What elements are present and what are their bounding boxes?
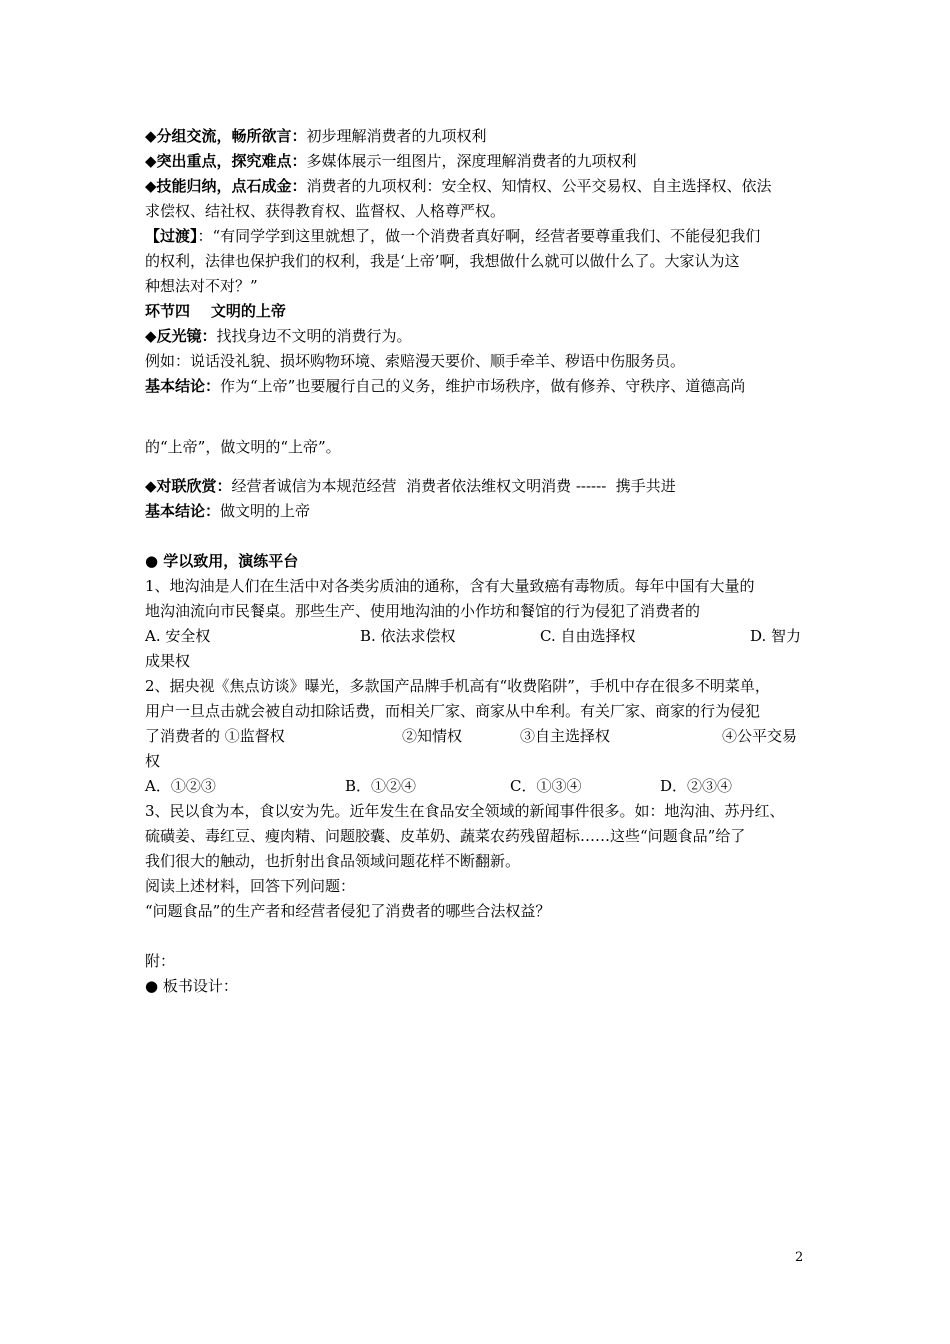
text: 初步理解消费者的九项权利: [306, 127, 487, 145]
line-key-points: [145, 151, 637, 173]
line-example: [145, 351, 685, 373]
label-bold: 基本结论：: [145, 502, 221, 520]
label-bold: ◆对联欣赏：: [145, 477, 232, 495]
line-conclusion-1-cont: [145, 437, 341, 459]
text: ● 板书设计：: [145, 977, 238, 995]
text: 多媒体展示一组图片，深度理解消费者的九项权利: [306, 152, 637, 170]
text: 的权利，法律也保护我们的权利，我是‘上帝’啊，我想做什么就可以做什么了。大家认为这: [145, 252, 740, 270]
q2-item-1: 了消费者的 ①监督权: [145, 727, 285, 745]
text: 找找身边不文明的消费行为。: [216, 327, 412, 345]
section-practice-heading: [145, 551, 298, 573]
label-bold: ◆技能归纳，点石成金：: [145, 177, 307, 195]
q2-item-2: ②知情权: [402, 727, 463, 745]
label-bold: ◆突出重点，探究难点：: [145, 152, 307, 170]
line-skill-summary: [145, 176, 772, 198]
q1-option-d-cont: [145, 651, 190, 673]
text: 权: [145, 752, 161, 770]
text: 阅读上述材料，回答下列问题：: [145, 877, 356, 895]
text: 做文明的上帝: [220, 502, 311, 520]
text: 2、据央视《焦点访谈》曝光，多款国产品牌手机高有“收费陷阱”，手机中存在很多不明菜单，: [145, 677, 770, 695]
text: ：“有同学学到这里就想了，做一个消费者真好啊，经营者要尊重我们、不能侵犯我们: [197, 227, 761, 245]
line-rights-continued: [145, 201, 505, 223]
text: 附：: [145, 952, 176, 970]
text: 硫磺姜、毒红豆、瘦肉精、问题胶囊、皮革奶、蔬菜农药残留超标……这些“问题食品”给了: [145, 827, 746, 845]
line-transition-3: [145, 276, 258, 298]
text: 例如：说话没礼貌、损坏购物环境、索赔漫天要价、顺手牵羊、秽语中伤服务员。: [145, 352, 686, 370]
line-conclusion-1: [145, 376, 745, 398]
text: 我们很大的触动，也折射出食品领域问题花样不断翻新。: [145, 852, 521, 870]
q1-option-c: C. 自由选择权: [540, 627, 636, 645]
question-3-line-2: [145, 826, 745, 848]
line-group-exchange: [145, 126, 487, 148]
q2-option-b: B．①②④: [345, 777, 417, 795]
q2-option-d: D．②③④: [660, 777, 733, 795]
text: 地沟油流向市民餐桌。那些生产、使用地沟油的小作坊和餐馆的行为侵犯了消费者的: [145, 602, 701, 620]
question-1-line-1: [145, 576, 755, 598]
line-mirror: [145, 326, 412, 348]
text: 种想法对不对？”: [145, 277, 258, 295]
question-3-line-1: [145, 801, 785, 823]
q2-item-4-cont: [145, 751, 160, 773]
label-bold: ◆分组交流，畅所欲言：: [145, 127, 307, 145]
label-bold: 基本结论：: [145, 377, 221, 395]
line-transition: [145, 226, 760, 248]
line-couplet: [145, 476, 676, 498]
question-3-line-4: [145, 876, 355, 898]
line-conclusion-2: [145, 501, 310, 523]
page-number: 2: [795, 1250, 804, 1265]
question-2-line-1: [145, 676, 770, 698]
heading: 环节四 文明的上帝: [145, 302, 286, 320]
question-2-line-2: [145, 701, 760, 723]
question-3-line-5: [145, 901, 550, 923]
board-design-label: [145, 976, 238, 998]
q1-option-b: B. 依法求偿权: [360, 627, 456, 645]
q2-option-c: C．①③④: [510, 777, 582, 795]
label-bold: ◆反光镜：: [145, 327, 217, 345]
label-bold: 【过渡】: [145, 227, 198, 245]
line-transition-2: [145, 251, 740, 273]
text: “问题食品”的生产者和经营者侵犯了消费者的哪些合法权益？: [145, 902, 551, 920]
q2-item-4: ④公平交易: [722, 727, 798, 745]
text: 的“上帝”，做文明的“上帝”。: [145, 438, 341, 456]
question-3-line-3: [145, 851, 520, 873]
text: 3、民以食为本，食以安为先。近年发生在食品安全领域的新闻事件很多。如：地沟油、苏丹红、: [145, 802, 785, 820]
text: 1、地沟油是人们在生活中对各类劣质油的通称，含有大量致癌有毒物质。每年中国有大量的: [145, 577, 755, 595]
q2-option-a: A．①②③: [145, 777, 216, 795]
appendix-label: [145, 951, 175, 973]
q2-item-3: ③自主选择权: [520, 727, 611, 745]
text: 求偿权、结社权、获得教育权、监督权、人格尊严权。: [145, 202, 506, 220]
question-1-line-2: [145, 601, 700, 623]
q1-option-a: A. 安全权: [145, 627, 211, 645]
q1-option-d: D. 智力: [750, 627, 802, 645]
text: 经营者诚信为本规范经营 消费者依法维权文明消费 ------ 携手共进: [231, 477, 676, 495]
text: 作为“上帝”也要履行自己的义务，维护市场秩序，做有修养、守秩序、道德高尚: [220, 377, 746, 395]
text: 用户一旦点击就会被自动扣除话费，而相关厂家、商家从中牟利。有关厂家、商家的行为侵犯: [145, 702, 761, 720]
heading: ● 学以致用，演练平台: [145, 552, 299, 570]
text: 成果权: [145, 652, 191, 670]
section-heading-4: [145, 301, 286, 323]
text: 消费者的九项权利：安全权、知情权、公平交易权、自主选择权、依法: [306, 177, 772, 195]
